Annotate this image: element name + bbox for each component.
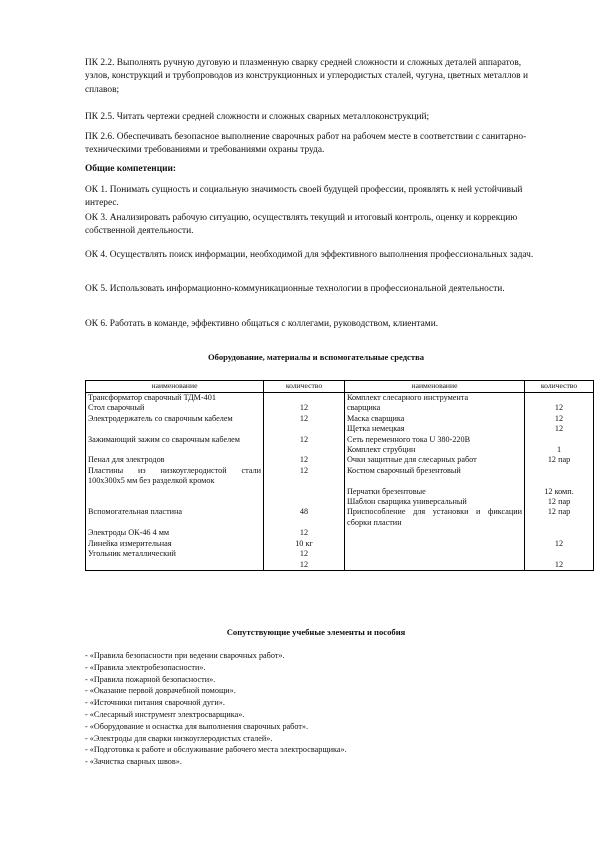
competency-ok-3: ОК 3. Анализировать рабочую ситуацию, осуществлять текущий и итоговый контроль, оценку и коррекцию собственной деятельности.: [85, 213, 518, 237]
item-qty-left: 12: [264, 549, 345, 559]
competency-pk-2-6: ПК 2.6. Обеспечивать безопасное выполнение сварочных работ на рабочем месте в соответствии с санитарно-техническими требованиями и требованиями охраны труда.: [85, 132, 527, 156]
item-qty-right: 1: [525, 445, 594, 455]
list-item: - «Оборудование и оснастка для выполнения сварочных работ».: [85, 721, 309, 731]
table-row: [86, 435, 594, 445]
equipment-table: [85, 380, 594, 571]
table-row: [86, 455, 594, 465]
list-item: - «Подготовка к работе и обслуживание рабочего места электросварщика».: [85, 745, 347, 755]
item-qty-right: 12 пар: [525, 507, 594, 528]
item-qty-right: [525, 549, 594, 559]
item-name-right: Шаблон сварщика универсальный: [345, 497, 525, 507]
table-row: [86, 445, 594, 455]
item-name-left: Электроды ОК-46 4 мм: [86, 528, 264, 538]
table-row: [86, 403, 594, 413]
item-qty-left: [264, 487, 345, 497]
list-item: - «Электроды для сварки низкоуглеродистых сталей».: [85, 733, 273, 743]
item-qty-left: 12: [264, 560, 345, 571]
item-qty-right: [525, 393, 594, 404]
materials-title: Сопутствующие учебные элементы и пособия: [226, 627, 406, 637]
header-name-right: наименование: [345, 381, 525, 393]
list-item: - «Слесарный инструмент электросварщика».: [85, 709, 245, 719]
item-name-right: сварщика: [345, 403, 525, 413]
table-row: [86, 414, 594, 424]
competency-ok-1: ОК 1. Понимать сущность и социальную значимость своей будущей профессии, проявлять к ней устойчивый интерес.: [85, 185, 523, 209]
competency-pk-2-2: ПК 2.2. Выполнять ручную дуговую и плазменную сварку средней сложности и сложных деталей аппаратов, узлов, конструкций и трубопроводов из конструкционных и углеродистых сталей, чугуна, цветных металлов и сплавов;: [85, 58, 528, 95]
header-qty-left: количество: [264, 381, 345, 393]
item-qty-left: [264, 393, 345, 404]
item-qty-right: 12: [525, 403, 594, 413]
item-name-left: Линейка измерительная: [86, 539, 264, 549]
table-row: [86, 560, 594, 571]
item-qty-left: 48: [264, 507, 345, 528]
list-item: - «Оказание первой доврачебной помощи».: [85, 686, 236, 696]
header-qty-right: количество: [525, 381, 594, 393]
item-name-right: Комплект струбцин: [345, 445, 525, 455]
item-name-right: Перчатки брезентовые: [345, 487, 525, 497]
list-item: - «Правила пожарной безопасности».: [85, 674, 216, 684]
item-name-right: Сеть переменного тока U 380-220В: [345, 435, 525, 445]
item-name-right: [345, 528, 525, 538]
competency-pk-2-5: ПК 2.5. Читать чертежи средней сложности и сложных сварных металлоконструкций;: [85, 112, 430, 122]
item-name-right: Маска сварщика: [345, 414, 525, 424]
list-item: - «Правила электробезопасности».: [85, 662, 206, 672]
table-row: [86, 549, 594, 559]
item-qty-left: 10 кг: [264, 539, 345, 549]
item-qty-right: [525, 466, 594, 487]
table-row: [86, 507, 594, 528]
item-name-right: Щетка немецкая: [345, 424, 525, 434]
table-row: [86, 424, 594, 434]
equipment-title: Оборудование, материалы и вспомогательные средства: [207, 352, 425, 362]
item-name-left: Трансформатор сварочный ТДМ-401: [86, 393, 264, 404]
item-name-right: [345, 539, 525, 549]
list-item: - «Зачистка сварных швов».: [85, 757, 182, 767]
item-name-left: Зажимающий зажим со сварочным кабелем: [86, 435, 264, 445]
item-qty-left: 12: [264, 528, 345, 538]
item-qty-left: [264, 497, 345, 507]
item-qty-left: [264, 445, 345, 455]
item-qty-left: 12: [264, 435, 345, 445]
item-name-left: [86, 424, 264, 434]
item-qty-right: [525, 528, 594, 538]
item-qty-right: 12 пар: [525, 455, 594, 465]
header-name-left: наименование: [86, 381, 264, 393]
competency-ok-6: ОК 6. Работать в команде, эффективно общаться с коллегами, руководством, клиентами.: [85, 319, 439, 329]
item-name-right: [345, 560, 525, 571]
item-qty-left: 12: [264, 414, 345, 424]
item-name-right: Комплект слесарного инструмента: [345, 393, 525, 404]
item-name-left: Вспомогательная пластина: [86, 507, 264, 528]
item-name-left: Пенал для электродов: [86, 455, 264, 465]
item-name-right: [345, 549, 525, 559]
table-row: [86, 466, 594, 487]
materials-list: [85, 650, 347, 768]
general-competencies-title: Общие компетенции:: [85, 164, 177, 174]
competency-ok-5: ОК 5. Использовать информационно-коммуникационные технологии в профессиональной деятельности.: [85, 284, 505, 294]
item-qty-left: 12: [264, 466, 345, 487]
item-name-left: [86, 487, 264, 497]
item-name-left: Стол сварочный: [86, 403, 264, 413]
item-qty-right: 12: [525, 560, 594, 571]
item-name-left: [86, 497, 264, 507]
item-name-left: Угольник металлический: [86, 549, 264, 559]
item-qty-right: [525, 435, 594, 445]
list-item: - «Правила безопасности при ведении сварочных работ».: [85, 651, 285, 660]
item-name-right: Очки защитные для слесарных работ: [345, 455, 525, 465]
table-row: [86, 393, 594, 404]
item-name-right: Приспособление для установки и фиксации сборки пластин: [345, 507, 525, 528]
equipment-table-header: [86, 381, 594, 393]
table-row: [86, 539, 594, 549]
item-name-right: Костюм сварочный брезентовый: [345, 466, 525, 487]
item-qty-right: 12 комп.: [525, 487, 594, 497]
item-qty-right: 12: [525, 539, 594, 549]
item-qty-right: 12 пар: [525, 497, 594, 507]
item-qty-left: 12: [264, 403, 345, 413]
item-name-left: [86, 445, 264, 455]
item-name-left: Электродержатель со сварочным кабелем: [86, 414, 264, 424]
item-qty-right: 12: [525, 414, 594, 424]
item-qty-left: [264, 424, 345, 434]
item-qty-right: 12: [525, 424, 594, 434]
item-qty-left: 12: [264, 455, 345, 465]
item-name-left: [86, 560, 264, 571]
equipment-table-body: [86, 393, 594, 571]
table-row: [86, 528, 594, 538]
table-row: [86, 497, 594, 507]
list-item: - «Источники питания сварочной дуги».: [85, 698, 225, 708]
item-name-left: Пластины из низкоуглеродистой стали 100х300х5 мм без разделкой кромок: [86, 466, 264, 487]
table-row: [86, 487, 594, 497]
competency-ok-4: ОК 4. Осуществлять поиск информации, необходимой для эффективного выполнения профессиональных задач.: [85, 250, 534, 260]
